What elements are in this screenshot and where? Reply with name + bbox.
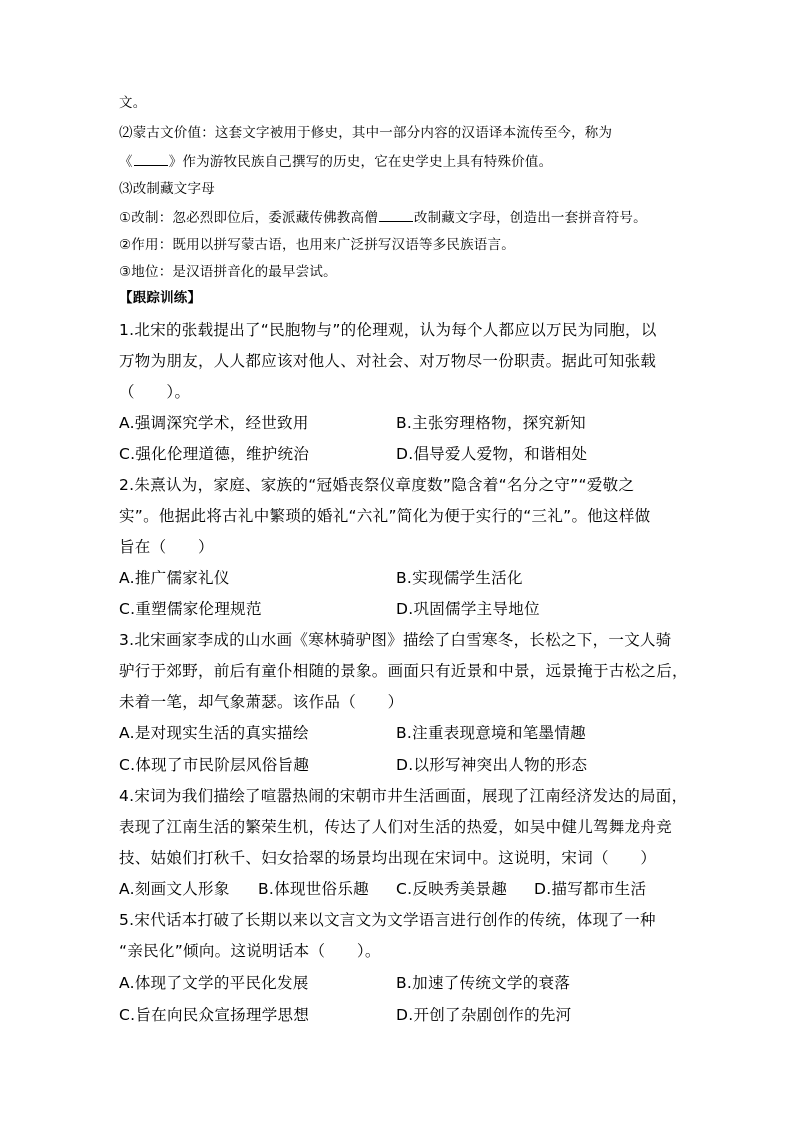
book-title-open: 《	[119, 154, 133, 170]
question-4-option-d: D.描写都市生活	[534, 880, 647, 898]
question-5-option-b: B.加速了传统文学的衰落	[396, 974, 571, 992]
fill-blank	[134, 153, 168, 166]
intro-line-3	[119, 153, 552, 170]
question-4-option-a: A.刻画文人形象	[119, 880, 230, 898]
question-2-line-3: 旨在（ ）	[119, 538, 214, 556]
question-1-option-a: A.强调深究学术，经世致用	[119, 414, 309, 432]
question-5-line-2: “亲民化”倾向。这说明话本（ ）。	[119, 942, 381, 960]
question-4-line-3: 技、姑娘们打秋千、妇女拾翠的场景均出现在宋词中。这说明，宋词（ ）	[119, 849, 657, 867]
question-2-line-2: 实”。他据此将古礼中繁琐的婚礼“六礼”简化为便于实行的“三礼”。他这样做	[119, 507, 651, 525]
intro-line-4: ⑶改制藏文字母	[119, 181, 215, 197]
intro-line-1: 文。	[119, 95, 147, 111]
question-3-option-a: A.是对现实生活的真实描绘	[119, 724, 309, 742]
question-3-option-c: C.体现了市民阶层风俗旨趣	[119, 756, 310, 774]
intro-line-2: ⑵蒙古文价值：这套文字被用于修史，其中一部分内容的汉语译本流传至今，称为	[119, 125, 613, 141]
question-3-option-b: B.注重表现意境和笔墨情趣	[396, 724, 586, 742]
question-4-option-b: B.体现世俗乐趣	[258, 880, 369, 898]
question-5-option-d: D.开创了杂剧创作的先河	[396, 1006, 572, 1024]
question-1-line-1: 1.北宋的张载提出了“民胞物与”的伦理观，认为每个人都应以万民为同胞，以	[119, 321, 657, 339]
question-1-option-c: C.强化伦理道德，维护统治	[119, 445, 310, 463]
question-3-line-3: 未着一笔，却气象萧瑟。该作品（ ）	[119, 693, 404, 711]
book-title-close: 》作为游牧民族自己撰写的历史，它在史学史上具有特殊价值。	[168, 154, 553, 170]
question-4-line-1: 4.宋词为我们描绘了喧嚣热闹的宋朝市井生活画面，展现了江南经济发达的局面，	[119, 787, 688, 805]
intro-line-6: ②作用：既用以拼写蒙古语，也用来广泛拼写汉语等多民族语言。	[119, 237, 515, 253]
question-1-line-2: 万物为朋友，人人都应该对他人、对社会、对万物尽一份职责。据此可知张载	[119, 352, 657, 370]
fill-blank	[379, 209, 413, 222]
intro-line-5-end: 改制藏文字母，创造出一套拼音符号。	[413, 210, 647, 226]
question-4-line-2: 表现了江南生活的繁荣生机，传达了人们对生活的热爱，如吴中健儿驾舞龙舟竞	[119, 818, 673, 836]
question-3-line-2: 驴行于郊野，前后有童仆相随的景象。画面只有近景和中景，远景掩于古松之后，	[119, 662, 688, 680]
question-1-option-d: D.倡导爱人爱物，和谐相处	[396, 445, 588, 463]
question-1-option-b: B.主张穷理格物，探究新知	[396, 414, 586, 432]
question-1-line-3: （ ）。	[119, 383, 191, 401]
question-5-option-c: C.旨在向民众宣扬理学思想	[119, 1006, 310, 1024]
section-header: 【跟踪训练】	[119, 290, 202, 306]
question-3-option-d: D.以形写神突出人物的形态	[396, 756, 588, 774]
question-2-option-c: C.重塑儒家伦理规范	[119, 600, 262, 618]
question-2-option-b: B.实现儒学生活化	[396, 569, 523, 587]
question-5-option-a: A.体现了文学的平民化发展	[119, 974, 309, 992]
question-2-option-d: D.巩固儒学主导地位	[396, 600, 540, 618]
question-5-line-1: 5.宋代话本打破了长期以来以文言文为文学语言进行创作的传统，体现了一种	[119, 911, 656, 929]
intro-line-5-start: ①改制：忽必烈即位后，委派藏传佛教高僧	[119, 210, 378, 226]
question-3-line-1: 3.北宋画家李成的山水画《寒林骑驴图》描绘了白雪寒冬，长松之下，一文人骑	[119, 631, 672, 649]
intro-line-5	[119, 209, 647, 226]
question-4-option-c: C.反映秀美景趣	[396, 880, 508, 898]
question-2-line-1: 2.朱熹认为，家庭、家族的“冠婚丧祭仪章度数”隐含着“名分之守”“爱敬之	[119, 476, 635, 494]
intro-line-7: ③地位：是汉语拼音化的最早尝试。	[119, 264, 337, 280]
question-2-option-a: A.推广儒家礼仪	[119, 569, 230, 587]
